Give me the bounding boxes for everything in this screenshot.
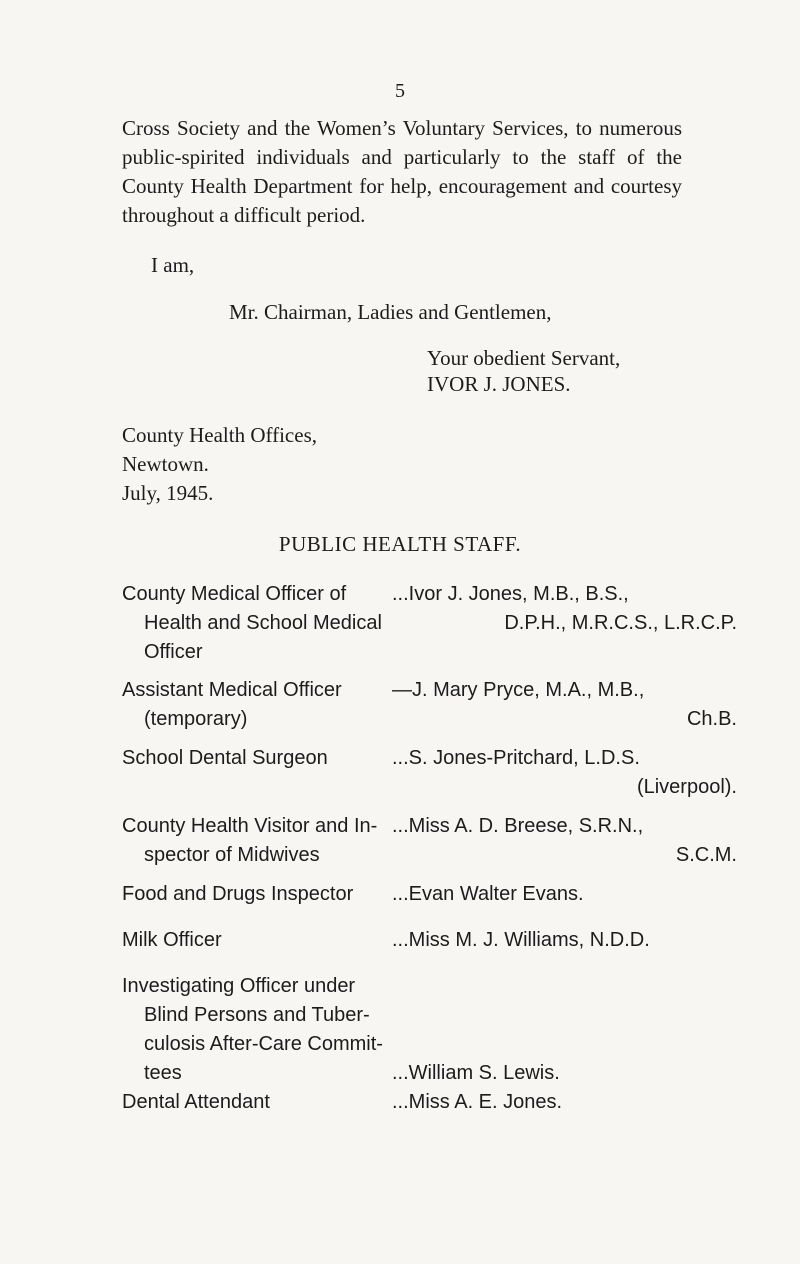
name-line: Ch.B. [686, 708, 737, 730]
staff-name [392, 812, 737, 870]
address-line-2: Newtown. [122, 452, 209, 476]
i-am-line: I am, [151, 253, 195, 277]
name-line: ...Miss M. J. Williams, N.D.D. [392, 929, 650, 951]
role-line: School Dental Surgeon [122, 747, 328, 769]
staff-name [392, 972, 737, 1088]
name-line [392, 1001, 737, 1030]
role-line: Investigating Officer under [122, 975, 356, 997]
name-line: ...Miss A. D. Breese, S.R.N., [392, 815, 644, 837]
page-number: 5 [395, 80, 405, 102]
servant-line: Your obedient Servant, [427, 346, 621, 370]
name-line: D.P.H., M.R.C.S., L.R.C.P. [504, 612, 737, 634]
staff-name [392, 926, 737, 955]
staff-role [122, 1088, 392, 1117]
staff-role [122, 880, 392, 909]
closing-paragraph: Cross Society and the Women’s Voluntary Services, to numerous public-spirited individuals and particularly to the staff of the County Health Department for help, encouragement and courtesy throughout a difficult period. [122, 116, 682, 227]
staff-role [122, 812, 392, 870]
name-line: ...Miss A. E. Jones. [392, 1091, 563, 1113]
staff-role [122, 972, 392, 1088]
name-line: ...William S. Lewis. [392, 1062, 560, 1084]
role-line: County Medical Officer of [122, 583, 347, 605]
address-date: July, 1945. [122, 481, 214, 505]
staff-role [122, 926, 392, 955]
role-line: spector of Midwives [144, 844, 320, 866]
staff-name [392, 580, 737, 638]
name-line: ...S. Jones-Pritchard, L.D.S. [392, 747, 640, 769]
role-line: Health and School Medical [144, 612, 382, 634]
address-block [122, 421, 317, 508]
section-heading: PUBLIC HEALTH STAFF. [278, 532, 522, 556]
role-line: County Health Visitor and In- [122, 815, 378, 837]
name-line: ...Evan Walter Evans. [392, 883, 584, 905]
address-line-1: County Health Offices, [122, 423, 317, 447]
staff-name [392, 676, 737, 734]
name-line: (Liverpool). [636, 776, 737, 798]
role-line: (temporary) [144, 708, 248, 730]
name-line: ...Ivor J. Jones, M.B., B.S., [392, 583, 629, 605]
role-line: tees [144, 1062, 182, 1084]
staff-name [392, 1088, 737, 1117]
role-line: Assistant Medical Officer [122, 679, 342, 701]
name-line [392, 1030, 737, 1059]
role-line: Milk Officer [122, 929, 222, 951]
staff-name [392, 880, 737, 909]
name-line: S.C.M. [675, 844, 737, 866]
salutation-line: Mr. Chairman, Ladies and Gentlemen, [229, 300, 552, 324]
staff-role [122, 580, 392, 667]
staff-name [392, 744, 737, 802]
staff-role [122, 744, 392, 773]
name-line: —J. Mary Pryce, M.A., M.B., [392, 679, 645, 701]
role-line: Food and Drugs Inspector [122, 883, 354, 905]
staff-role [122, 676, 392, 734]
role-line: Officer [144, 641, 203, 663]
role-line: Blind Persons and Tuber- [144, 1004, 370, 1026]
name-line [392, 972, 737, 1001]
role-line: culosis After-Care Commit- [144, 1033, 383, 1055]
role-line: Dental Attendant [122, 1091, 270, 1113]
signature: IVOR J. JONES. [427, 372, 571, 396]
